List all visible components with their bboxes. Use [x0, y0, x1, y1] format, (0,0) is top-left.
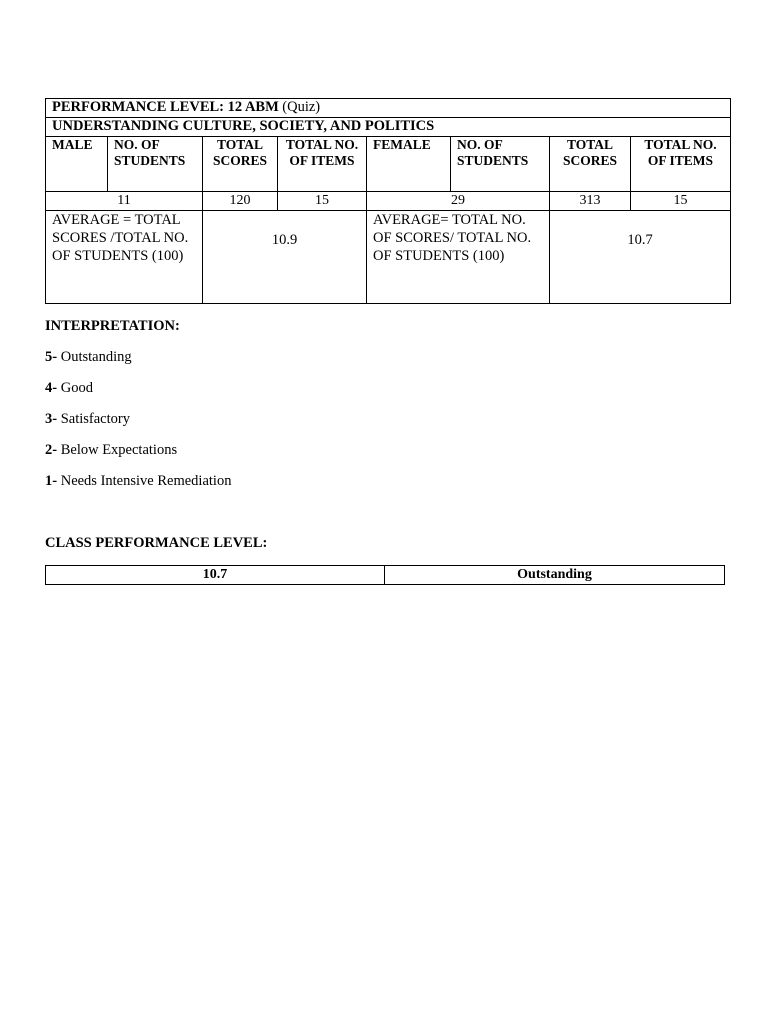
male-students-value: 11: [46, 192, 203, 211]
interpretation-item: [45, 349, 231, 380]
interpretation-item: [45, 411, 231, 442]
class-performance-table: [45, 565, 725, 585]
female-average-formula: AVERAGE= TOTAL NO. OF SCORES/ TOTAL NO. OF STUDENTS (100): [367, 211, 550, 304]
male-total-items-value: 15: [278, 192, 367, 211]
header-male-total-items: TOTAL NO. OF ITEMS: [278, 137, 367, 192]
interpretation-item: [45, 442, 231, 473]
subject-title: UNDERSTANDING CULTURE, SOCIETY, AND POLITICS: [46, 118, 731, 137]
female-total-items-value: 15: [631, 192, 731, 211]
male-total-scores-value: 120: [203, 192, 278, 211]
performance-title-type: (Quiz): [282, 99, 321, 115]
male-average-value: 10.9: [203, 211, 367, 304]
female-students-value: 29: [367, 192, 550, 211]
header-female: FEMALE: [367, 137, 451, 192]
header-female-total-items: TOTAL NO. OF ITEMS: [631, 137, 731, 192]
interpretation-label: Outstanding: [60, 349, 132, 365]
interpretation-title: INTERPRETATION:: [45, 318, 180, 334]
interpretation-item: [45, 473, 231, 504]
class-performance-level: Outstanding: [385, 566, 725, 585]
interpretation-label: Satisfactory: [60, 411, 130, 427]
interpretation-label: Needs Intensive Remediation: [60, 473, 232, 489]
male-average-formula: AVERAGE = TOTAL SCORES /TOTAL NO. OF STUDENTS (100): [46, 211, 203, 304]
header-male-no-students: NO. OF STUDENTS: [108, 137, 203, 192]
female-total-scores-value: 313: [550, 192, 631, 211]
interpretation-num: 2-: [45, 442, 58, 458]
performance-title-cell: [46, 99, 731, 118]
header-male: MALE: [46, 137, 108, 192]
performance-level-table: [45, 98, 731, 304]
header-female-total-scores: TOTAL SCORES: [550, 137, 631, 192]
performance-title: PERFORMANCE LEVEL: 12 ABM: [52, 99, 279, 115]
class-performance-value: 10.7: [46, 566, 385, 585]
interpretation-num: 1-: [45, 473, 58, 489]
interpretation-label: Good: [60, 380, 93, 396]
interpretation-list: [45, 349, 231, 504]
female-average-value: 10.7: [550, 211, 731, 304]
header-male-total-scores: TOTAL SCORES: [203, 137, 278, 192]
interpretation-num: 3-: [45, 411, 58, 427]
interpretation-num: 5-: [45, 349, 58, 365]
class-performance-title: CLASS PERFORMANCE LEVEL:: [45, 535, 268, 551]
header-female-no-students: NO. OF STUDENTS: [451, 137, 550, 192]
interpretation-label: Below Expectations: [60, 442, 178, 458]
interpretation-item: [45, 380, 231, 411]
interpretation-num: 4-: [45, 380, 58, 396]
